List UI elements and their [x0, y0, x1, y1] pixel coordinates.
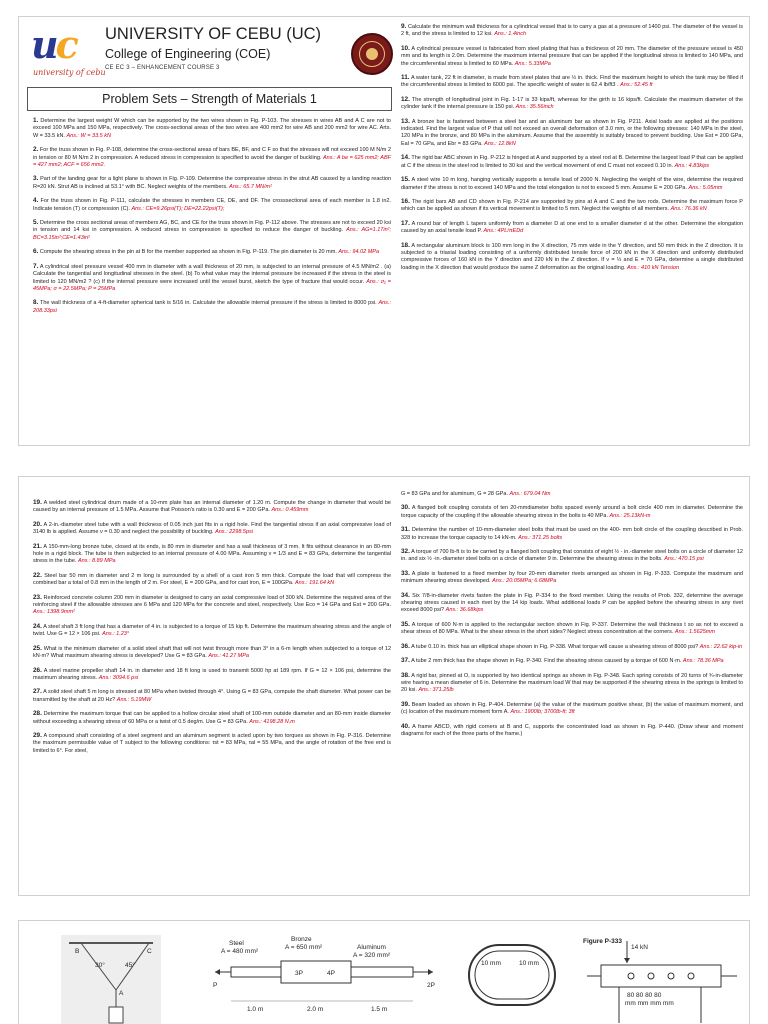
problem-answer: Ans.: 1.4inch — [494, 31, 527, 38]
problem-item — [401, 118, 743, 149]
problem-number: 31. — [401, 526, 410, 534]
problem-sheet-page-2 — [18, 476, 750, 896]
problem-text: A solid steel shaft 5 m long is stressed at 80 MPa when twisted through 4°. Using G = 83 GPa, compute the shaft diameter. What power can be transmitted by the shaft at 20 Hz? — [33, 689, 391, 703]
problem-answer: Ans.: 36.68kips — [445, 607, 484, 614]
problem-number: 7. — [33, 262, 39, 270]
problem-text: Part of the landing gear for a light plane is shown in Fig. P-109. Determine the compressive stress in the strut AB caused by a landing reaction R=20 kN. Strut AB is inclined at 53.1° with BC. Neglect weights of the members. — [33, 176, 392, 190]
problem-text: Determine the number of 10-mm-diameter steel bolts that must be used on the 400- mm bolt circle of the coupling described in Prob. 328 to increase the torque capacity to 14 kN-m. — [401, 527, 743, 541]
fig1-angle-2: 45° — [125, 962, 135, 969]
problem-item — [33, 117, 391, 140]
problem-sheet-page-1 — [18, 16, 750, 446]
problem-text: For the truss shown in Fig. P-108, determine the cross-sectional areas of bars BE, BF, and C F so that the stresses will not exceed 100 M N/m 2 in tension or 80 M N/m 2 in compression. A reduced stress in compression is specified to avoid the danger of buckling. — [33, 147, 391, 161]
problem-number: 23. — [33, 593, 42, 601]
problem-number: 21. — [33, 542, 42, 550]
problem-answer: Ans.: 5.05mm — [688, 184, 723, 191]
problem-answer: Ans.: 78.36 MPa — [682, 658, 724, 665]
problem-text: A 150-mm-long bronze tube, closed at its ends, is 80 mm in diameter and has a wall thickness of 3 mm. It fits without clearance in an 80-mm hole in a rigid block. The tube is then subjected to an internal pressure of 4.00 MPa. Assuming ν = 1/3 and E = 83 GPa, determine the tangential stress in the tube. — [33, 543, 391, 565]
problem-number: 12. — [401, 95, 410, 103]
problems-column-left — [33, 117, 391, 321]
problem-answer: Ans.: 208.33psi — [33, 300, 391, 314]
problem-text: The rigid bar ABC shown in Fig. P-212 is hinged at A and supported by a steel rod at B. Determine the largest load P that can be applied at C if the stress in the steel rod is limited to 30 ksi and the vertical movement of end C must not exceed 0.10 in. — [401, 155, 743, 169]
problem-number: 29. — [33, 731, 42, 739]
problem-item — [401, 154, 743, 170]
problem-text: A bronze bar is fastened between a steel bar and an aluminum bar as shown in Fig. P211. Axial loads are applied at the positions indicated. Find the largest value of P that will not exceed an overall deformation of 3.0 mm, or the following stresses: 140 MPa in the steel, 120 MPa in the bronze, and 80 MPa in the aluminum. Assume that the assembly is suitably braced to prevent buckling. Use Est = 200 GPa, Eal = 70 GPa, and Ebr = 83 GPa. — [401, 118, 743, 147]
problem-text: A compound shaft consisting of a steel segment and an aluminum segment is acted upon by two torques as shown in Fig. P-316. Determine the maximum permissible value of T subject to the following conditions: τst = 83 MPa, τal = 55 MPa, and the angle of rotation of the free end is limited to 6°. For steel, — [33, 732, 391, 754]
problem-item — [33, 175, 391, 191]
problem-number: 33. — [401, 569, 410, 577]
fig2-aluminum-label: Aluminum — [357, 944, 386, 951]
problem-number: 11. — [401, 74, 410, 82]
problem-answer: Ans.: σ₁ = 45MPa; σ = 22.5MPa; P = 25MPa — [33, 278, 391, 292]
problem-number: 26. — [33, 666, 42, 674]
college-name: College of Engineering (COE) — [105, 47, 271, 61]
problem-number: 2. — [33, 146, 39, 154]
fig2-bronze-label: Bronze — [291, 936, 312, 943]
problem-answer: Ans.: 410 kN Tension — [626, 264, 680, 271]
problem-answer: Ans.: 12.8kN — [484, 140, 516, 147]
problem-answer: Ans.: 1398.9mm² — [33, 609, 75, 616]
problem-answer: Ans.: 4198.28 N.m — [249, 718, 295, 725]
problem-item — [401, 74, 743, 90]
problem-text: Beam loaded as shown in Fig. P-404. Determine (a) the value of the maximum positive shear, (b) the value of maximum moment, and (c) location of the maximum moment form A. — [401, 701, 743, 716]
problem-item — [401, 621, 743, 637]
problem-item — [33, 645, 391, 661]
fig2-steel-area: A = 480 mm² — [221, 948, 259, 955]
problem-number: 5. — [33, 219, 39, 227]
problem-item — [401, 657, 743, 665]
problem-item — [401, 548, 743, 564]
problem-number: 8. — [33, 299, 39, 307]
problem-number: 40. — [401, 722, 410, 730]
problem-number: 14. — [401, 154, 410, 162]
problem-answer: Ans.: 8.89 MPa — [77, 558, 116, 565]
problem-item — [33, 248, 391, 256]
problem-answer: Ans.: 65.7 MN/m² — [229, 183, 272, 190]
problem-answer: Ans.: 679.04 Nm — [509, 491, 551, 497]
problem-item — [33, 572, 391, 588]
problem-answer: Ans.: 1.23° — [102, 631, 130, 638]
problem-text: A water tank, 22 ft in diameter, is made from steel plates that are ½ in. thick. Find the maximum height to which the tank may be filled if the circumferential stress is limited to 6000 psi. The specific weight of water is 62.4 lb/ft3 . — [401, 75, 744, 89]
problem-text: Calculate the minimum wall thickness for a cylindrical vessel that is to carry a gas at a pressure of 1400 psi. The diameter of the vessel is 2 ft, and the stress is limited to 12 ksi. — [401, 24, 743, 38]
problem-number: 10. — [401, 44, 410, 52]
fig2-load-3p: 3P — [295, 970, 303, 977]
fig2-length-2: 2.0 m — [307, 1006, 324, 1013]
problem-item — [33, 219, 391, 242]
problem-number: 32. — [401, 548, 410, 556]
problem-item — [33, 263, 391, 294]
problem-answer: Ans.: 1.5625mm — [674, 629, 715, 636]
problem-answer: Ans.: 470.15 psi — [664, 556, 704, 563]
problem-item — [33, 732, 391, 755]
problem-answer: Ans.: 94.02 MPa — [338, 249, 380, 256]
problem-number: 16. — [401, 197, 410, 205]
problem-answer: Ans.: 20.05MPa; 6.68MPa — [492, 578, 557, 585]
problems-column-right — [401, 23, 743, 278]
fig4-load: 14 kN — [631, 944, 648, 951]
fig1-angle-1: 30° — [95, 962, 105, 969]
problem-text: A torque of 600 N·m is applied to the rectangular section shown in Fig. P-337. Determine the wall thickness t so as not to exceed a shear stress of 80 MPa. What is the shear stress in the short sides? Neglect stress concentration at the corners. — [401, 621, 743, 636]
problem-answer: Ans.: 1900lb; 3700lb-ft; 3ft — [510, 709, 575, 716]
problem-answer: Ans.: AG=1.17in²; BC=3.15in²;CE=1.43in² — [33, 227, 391, 241]
fig2-aluminum-area: A = 320 mm² — [353, 952, 391, 959]
course-label: CE EC 3 – ENHANCEMENT COURSE 3 — [105, 65, 220, 71]
problem-text: A 2-in.-diameter steel tube with a wall thickness of 0.05 inch just fits in a rigid hole. Find the tangential stress if an axial compressive load of 3140 lb is applied. Assume ν = 0.30 and neglect the possibility of buckling. — [33, 521, 391, 536]
figure-tube-section — [463, 935, 561, 1024]
figure-wires-weight — [61, 935, 161, 1024]
problem-item — [33, 499, 391, 515]
problem-answer: Ans.: 4.83kips — [674, 162, 710, 169]
problem-text: A steel wire 10 m long, hanging vertically supports a tensile load of 2000 N. Neglecting the weight of the wire, determine the required diameter if the stress is not to exceed 140 MPa and the total elongation is not to exceed 5 mm. Assume E = 200 GPa. — [401, 177, 743, 191]
problem-number: 4. — [33, 197, 39, 205]
problem-text: Determine the largest weight W which can be supported by the two wires shown in Fig. P-103. The stresses in wires AB and A C are not to exceed 100 MPa and 150 MPa, respectively. The cross-sectional areas of the two wires are 400 mm2 for wire AB and 200 mm2 for wire AC. Arts. W = 33.5 kN. — [33, 118, 391, 139]
problem-answer: Ans.: 4PL/πEDd — [483, 228, 524, 235]
university-logo — [31, 22, 106, 83]
problem-item — [401, 592, 743, 615]
problem-number: 6. — [33, 248, 39, 256]
problem-item — [401, 701, 743, 717]
problem-answer: Ans.: 2298.5psi — [215, 529, 253, 536]
problem-item — [33, 710, 391, 726]
fig2-steel-label: Steel — [229, 940, 244, 947]
problem-text: A rectangular aluminum block is 100 mm long in the X direction, 75 mm wide in the Y direction, and 50 mm thick in the Z direction. It is subjected to a triaxial loading consisting of a uniformly distributed tensile force of 200 kN in the X direction and uniformly distributed compressive forces of 160 kN in the Y direction and 220 kN in the Z direction. If ν = ⅓ and E = 70 GPa, determine a single distributed loading in the X direction that would produce the same Z deformation as the original loading. — [401, 242, 743, 271]
figures-page — [18, 920, 750, 1024]
problem-number: 39. — [401, 700, 410, 708]
problem-item — [33, 521, 391, 537]
problem-item — [401, 672, 743, 695]
figure-compound-bar — [211, 935, 443, 1024]
problem-answer: Ans.: 41.27 MPa — [208, 653, 249, 660]
problem-item — [401, 491, 743, 498]
problem-text: A welded steel cylindrical drum made of a 10-mm plate has an internal diameter of 1.20 m. Compute the change in diameter that would be caused by an internal pressure of 1.5 MPa. Assume that Poisson's ratio is 0.30 and E = 200 GPa. — [33, 500, 391, 514]
problem-answer: Ans.: 25.13kN-m — [609, 512, 651, 519]
problem-text: Determine the maximum torque that can be applied to a hollow circular steel shaft of 100-mm outside diameter and an 80-mm inside diameter without exceeding a shearing stress of 60 MPa or a twist of 0.5 deg/m. Use G = 83 GPa. — [33, 711, 391, 725]
fig1-label-a: A — [119, 990, 124, 997]
problem-text: A plate is fastened to a fixed member by four 20-mm diameter rivets arranged as shown in Fig. P-333. Compute the maximum and minimum shearing stress developed. — [401, 570, 743, 585]
problem-item — [33, 667, 391, 683]
problem-item — [33, 197, 391, 213]
problem-number: 20. — [33, 520, 42, 528]
problem-item — [401, 526, 743, 542]
fig2-load-p: P — [213, 982, 218, 989]
problem-text: A tube 0.10 in. thick has an elliptical shape shown in Fig. P-338. What torque will cause a shearing stress of 8000 psi? — [411, 643, 699, 650]
problem-item — [401, 220, 743, 236]
problem-number: 13. — [401, 117, 410, 125]
problem-answer: Ans.: 0.459mm — [271, 507, 309, 514]
problem-number: 28. — [33, 710, 42, 718]
problem-number: 35. — [401, 620, 410, 628]
problem-number: 37. — [401, 657, 410, 665]
problem-number: 25. — [33, 644, 42, 652]
fig4-dims: 80 80 80 80 — [627, 992, 662, 999]
problem-text: G = 83 GPa and for aluminum, G = 28 GPa. — [401, 491, 509, 497]
problem-text: A round bar of length L tapers uniformly from a diameter D at one end to a smaller diameter d at the other. Determine the elongation caused by an axial tensile load P. — [401, 220, 743, 235]
problem-answer: Ans.: CE=9.26psi(T); DE=22.22psi(T); — [131, 205, 225, 212]
logo-subtitle: university of cebu — [33, 68, 106, 77]
problem-answer: Ans.: 22.62 kip-in — [699, 643, 743, 650]
problem-item — [401, 23, 743, 39]
problem-item — [33, 688, 391, 704]
problem-text: The rigid bars AB and CD shown in Fig. P-214 are supported by pins at A and C and the two rods. Determine the maximum force P which can be applied as shown if its vertical movement is limited to 5 mm. Neglect the weights of all members. — [401, 198, 743, 213]
problem-item — [401, 504, 743, 520]
problem-text: What is the minimum diameter of a solid steel shaft that will not twist through more than 3° in a 6-m length when subjected to a torque of 12 kN·m? What maximum shearing stress is developed? Use G = 83 GPa. — [33, 645, 391, 660]
problems-column-right — [401, 491, 743, 744]
problem-item — [33, 623, 391, 639]
problem-number: 24. — [33, 622, 42, 630]
problem-number: 38. — [401, 671, 410, 679]
problem-item — [401, 198, 743, 214]
problem-number: 17. — [401, 219, 410, 227]
problem-text: Steel bar 50 mm in diameter and 2 m long is surrounded by a shell of a cast iron 5 mm thick. Compute the load that will compress the combined bar a total of 0.8 mm in the length of 2 m. For steel, E = 200 GPa, and for cast iron, E = 100GPa. — [33, 572, 391, 587]
problem-text: Compute the shearing stress in the pin at B for the member supported as shown in Fig. P-119. The pin diameter is 20 mm. — [39, 249, 337, 256]
fig4-dim-units: mm mm mm mm — [625, 1000, 674, 1007]
problem-text: A steel shaft 3 ft long that has a diameter of 4 in. is subjected to a torque of 15 kip ft. Determine the maximum shearing stress and the angle of twist. Use G = 12 × 106 psi. — [33, 623, 391, 638]
fig2-bronze-area: A = 650 mm² — [285, 944, 323, 951]
logo-letter-c: c — [55, 22, 76, 67]
problem-text: Reinforced concrete column 200 mm in diameter is designed to carry an axial compressive load of 300 kN. Determine the required area of the reinforcing steel if the allowable stresses are 6 MPa and 120 MPa for the concrete and steel, respectively. Use Eco = 14 GPa and Est = 200 GPa. — [33, 594, 392, 609]
fig4-title: Figure P-333 — [583, 938, 623, 945]
problem-item — [401, 45, 743, 68]
problem-number: 19. — [33, 499, 42, 506]
problem-number: 18. — [401, 241, 410, 249]
problem-text: A cylindrical pressure vessel is fabricated from steel plating that has a thickness of 20 mm. The diameter of the pressure vessel is 450 mm and its length is 2.0m. Determine the maximum internal pressure that can be applied if the longitudinal stress is limited to 140 MPa, and the circumferential stress is limited to 60 MPa. — [401, 45, 743, 67]
problem-item — [401, 570, 743, 586]
problem-text: A flanged bolt coupling consists of ten 20-mmdiameter bolts spaced evenly around a bolt circle 400 mm in diameter. Determine the torque capacity of the coupling if the allowable shearing stress in the bolts is 40 MPa. — [401, 505, 743, 519]
fig1-label-b: B — [75, 948, 80, 955]
problem-answer: Ans.: W = 33.5 kN — [66, 132, 111, 139]
fig3-dim-1: 10 mm — [481, 960, 501, 967]
fig3-dim-2: 10 mm — [519, 960, 539, 967]
problem-item — [33, 146, 391, 169]
problems-column-left — [33, 499, 391, 761]
problem-answer: Ans.: 191.64 kN — [295, 580, 335, 587]
problem-answer: Ans.: 76.36 kN — [670, 206, 707, 213]
college-seal-icon — [351, 33, 393, 75]
problem-number: 36. — [401, 642, 410, 650]
figure-p333-riveted-plate — [579, 935, 745, 1024]
problem-item — [401, 176, 743, 192]
fig2-length-1: 1.0 m — [247, 1006, 264, 1013]
problem-text: Six 7/8-in-diameter rivets fasten the plate in Fig. P-334 to the fixed member. Using the results of Prob. 332, determine the average shearing stress caused in each rivet by the 14 kip loads. What additional loads P can be applied before the shearing stress in any rivet exceed 8000 psi? — [401, 592, 743, 614]
problem-answer: Ans.: A be = 625 mm2; ABF = 427 mm2; ACF = 656 mm2. — [33, 154, 391, 169]
problem-number: 27. — [33, 688, 42, 696]
problem-text: The wall thickness of a 4-ft-diameter spherical tank is 5/16 in. Calculate the allowable internal pressure if the stress is limited to 8000 psi. — [39, 300, 377, 307]
problem-answer: Ans.: 5.33MPa — [514, 60, 551, 67]
problem-text: A frame ABCD, with rigid corners at B and C, supports the concentrated load as shown in Fig. P-440. (Draw shear and moment diagrams for each of the three parts of the frame.) — [401, 723, 743, 737]
fig2-length-3: 1.5 m — [371, 1006, 388, 1013]
problem-number: 1. — [33, 117, 39, 124]
problem-item — [401, 643, 743, 651]
problem-item — [401, 723, 743, 739]
problem-set-title: Problem Sets – Strength of Materials 1 — [27, 87, 392, 111]
problem-text: A tube 2 mm thick has the shape shown in Fig. P-340. Find the shearing stress caused by a torque of 600 N·m. — [411, 658, 682, 665]
problem-answer: Ans.: 371.25lb — [418, 687, 454, 694]
problem-answer: Ans.: 371.25 bolts — [518, 534, 563, 541]
problem-number: 9. — [401, 23, 407, 30]
problem-item — [33, 543, 391, 566]
university-name: UNIVERSITY OF CEBU (UC) — [105, 25, 322, 43]
logo-letter-u: u — [31, 22, 56, 67]
problem-item — [401, 96, 743, 112]
problem-text: The strength of longitudinal joint in Fig. 1-17 is 33 kips/ft, whereas for the girth is 16 kips/ft. Calculate the maximum diameter of the cylinder tank if the internal pressure is 150 psi. — [401, 96, 743, 111]
problem-text: Determine the cross sectional areas of members AG, BC, and CE for the truss shown in Fig. P-112 above. The stresses are not to exceed 20 ksi in tension and 14 ksi in compression. A reduced stress in compression is specified to reduce the danger of buckling. — [33, 220, 391, 234]
problem-text: A torque of 700 lb-ft is to be carried by a flanged bolt coupling that consists of eight ½ - in.-diameter steel bolts on a circle of diameter 12 in. and six ½ -in.-diameter steel bolts on a circle of diameter 9 in. Determine the shearing stress in the bolts. — [401, 549, 743, 563]
fig2-load-4p: 4P — [327, 970, 335, 977]
problem-item — [33, 299, 391, 315]
problem-number: 3. — [33, 175, 39, 183]
problem-answer: Ans.: 35.56inch — [515, 104, 554, 111]
fig2-load-2p: 2P — [427, 982, 435, 989]
problem-item — [33, 594, 391, 617]
problem-answer: Ans.: 3094.6 psi — [98, 674, 139, 681]
problem-item — [401, 242, 743, 273]
problem-text: A steel marine propeller shaft 14 in. in diameter and 18 ft long is used to transmit 5000 hp at 189 rpm. If G = 12 × 106 psi, determine the maximum shearing stress. — [33, 667, 391, 681]
problem-answer: Ans.: 52.45 ft — [620, 82, 653, 89]
fig1-label-c: C — [147, 948, 152, 955]
problem-answer: Ans.: 5.19MW — [116, 696, 152, 703]
problem-text: A rigid bar, pinned at O, is supported by two identical springs as shown in Fig. P-348. Each spring consists of 20 turns of ¾-in-diameter wire having a mean diameter of 6 in. Determine the maximum load W that may be supported if the shearing stress in the springs is limited to 20 ksi. — [401, 672, 743, 694]
problem-number: 34. — [401, 591, 410, 599]
problem-number: 22. — [33, 571, 42, 579]
problem-text: For the truss shown in Fig. P-111, calculate the stresses in members CE, DE, and DF. The crosssectional area of each member is 1.8 in2. Indicate tension (T) or compression (C). — [33, 198, 391, 212]
problem-number: 15. — [401, 176, 410, 184]
problem-text: A cylindrical steel pressure vessel 400 mm in diameter with a wall thickness of 20 mm, is subjected to an internal pressure of 4.5 MN/m2 . (a) Calculate the tangential and longitudinal stresses in the steel. (b) To what value may the internal pressure be increased if the stress in the steel is limited to 120 MN/m2 ? (c) If the internal pressure were increased until the vessel burst, sketch the type of fracture that would occur. — [33, 263, 391, 285]
problem-number: 30. — [401, 504, 410, 512]
